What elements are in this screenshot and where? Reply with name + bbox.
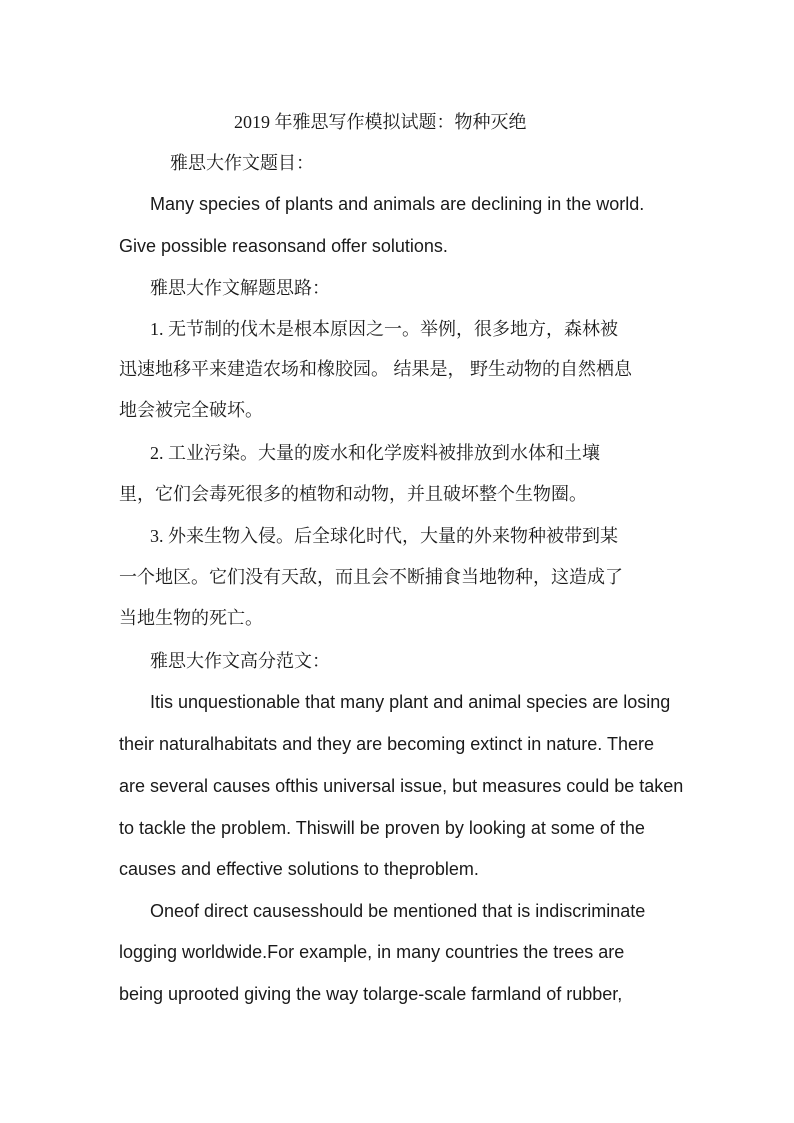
- essay-line: being uprooted giving the way tolarge-scale farmland of rubber,: [119, 984, 623, 1004]
- essay-line: their naturalhabitats and they are becoming extinct in nature. There: [119, 734, 654, 754]
- essay-heading: 雅思大作文高分范文：: [150, 651, 330, 671]
- essay-line: Itis unquestionable that many plant and animal species are losing: [150, 692, 671, 712]
- idea-line: 一个地区。它们没有天敌，而且会不断捕食当地物种，这造成了: [119, 567, 623, 587]
- idea-line: 3. 外来生物入侵。后全球化时代，大量的外来物种被带到某: [150, 526, 618, 546]
- essay-line: to tackle the problem. Thiswill be proven by looking at some of the: [119, 818, 645, 838]
- essay-line: logging worldwide.For example, in many countries the trees are: [119, 942, 625, 962]
- ideas-heading: 雅思大作文解题思路：: [150, 278, 330, 298]
- idea-line: 里，它们会毒死很多的植物和动物，并且破坏整个生物圈。: [119, 484, 587, 504]
- task-line: Many species of plants and animals are declining in the world.: [150, 194, 645, 214]
- essay-line: causes and effective solutions to theproblem.: [119, 859, 479, 879]
- essay-line: Oneof direct causesshould be mentioned that is indiscriminate: [150, 901, 646, 921]
- idea-line: 2. 工业污染。大量的废水和化学废料被排放到水体和土壤: [150, 443, 600, 463]
- document-title: 2019 年雅思写作模拟试题：物种灭绝: [234, 112, 527, 132]
- idea-line: 地会被完全破坏。: [119, 400, 263, 420]
- idea-line: 1. 无节制的伐木是根本原因之一。举例，很多地方，森林被: [150, 319, 618, 339]
- idea-line: 当地生物的死亡。: [119, 608, 263, 628]
- task-heading: 雅思大作文题目：: [170, 153, 314, 173]
- idea-line: 迅速地移平来建造农场和橡胶园。 结果是， 野生动物的自然栖息: [119, 359, 632, 379]
- task-line: Give possible reasonsand offer solutions.: [119, 236, 448, 256]
- essay-line: are several causes ofthis universal issue, but measures could be taken: [119, 776, 684, 796]
